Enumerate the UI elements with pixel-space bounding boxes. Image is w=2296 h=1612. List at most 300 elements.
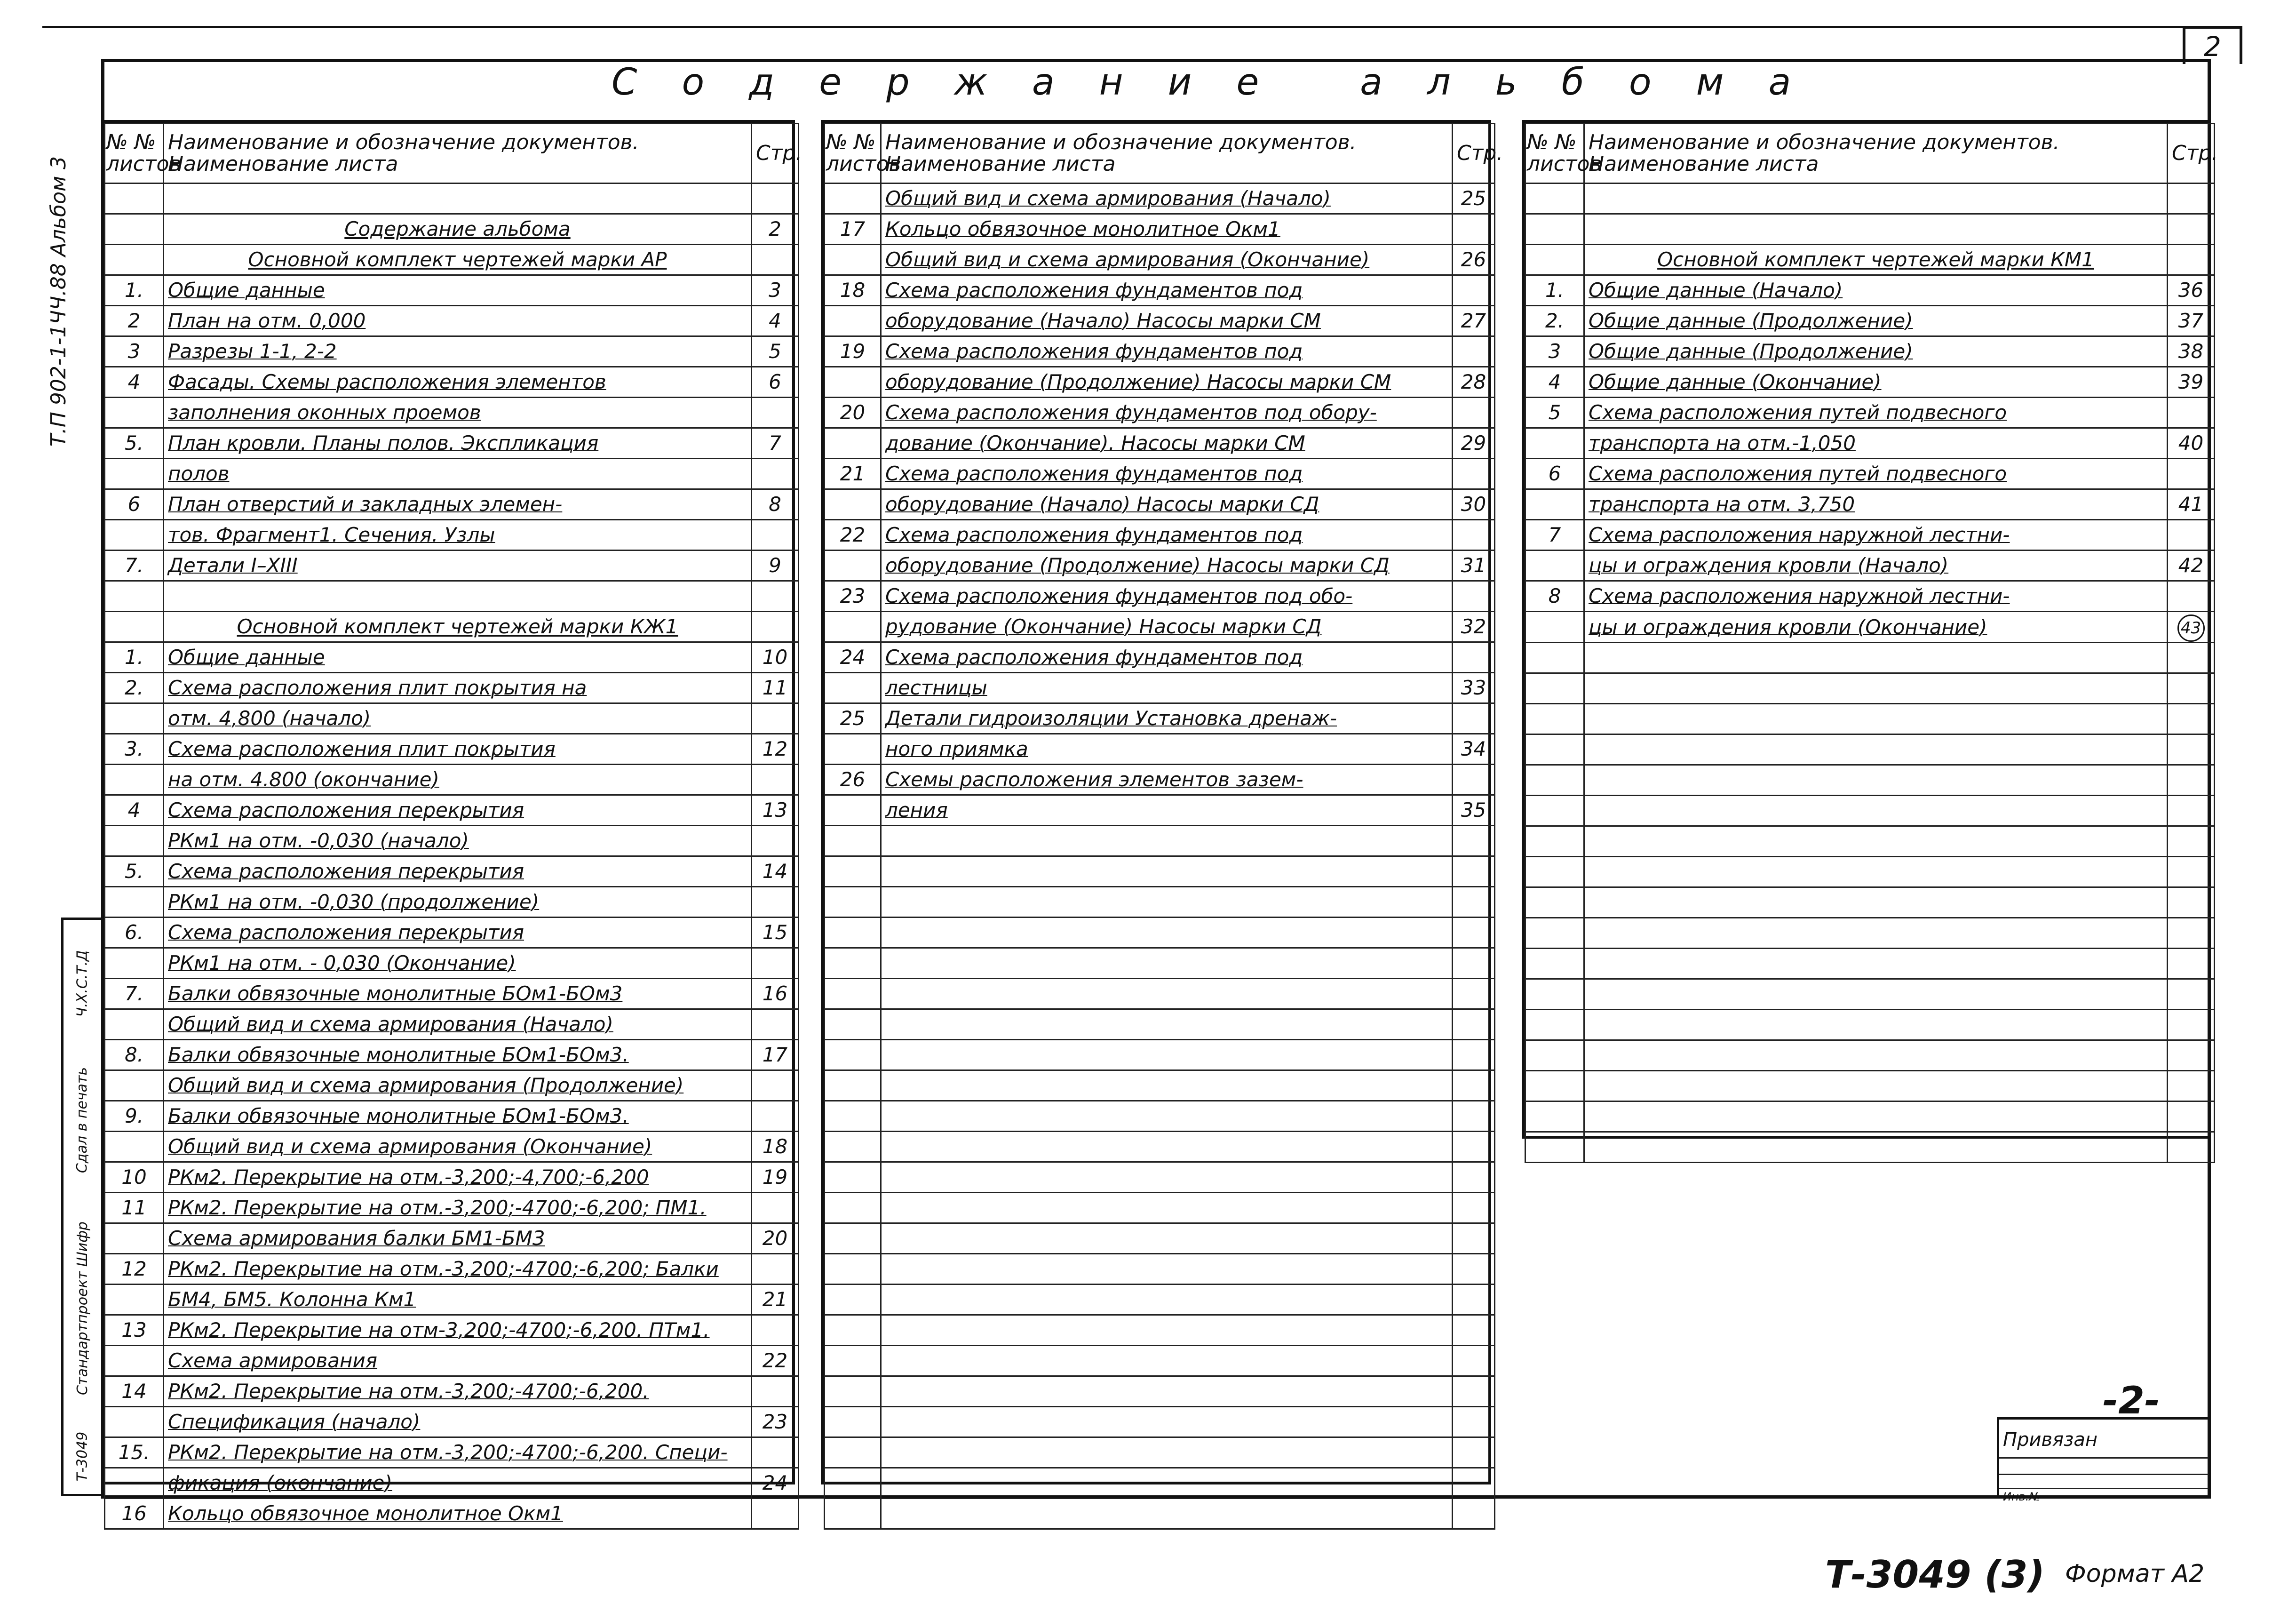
row-page: 8	[752, 489, 799, 520]
table-row	[1525, 887, 2215, 918]
row-name	[881, 918, 1453, 948]
row-page: 15	[752, 918, 799, 948]
row-name	[881, 1254, 1453, 1285]
row-name	[1584, 857, 2168, 887]
row-name: Общий вид и схема армирования (Окончание)	[881, 245, 1453, 275]
row-page	[752, 1101, 799, 1132]
table-row	[1525, 214, 2215, 245]
row-number	[825, 918, 881, 948]
table-row	[825, 489, 1495, 520]
row-name: Спецификация (начало)	[164, 1407, 752, 1437]
row-number: 26	[825, 765, 881, 795]
row-name	[1584, 734, 2168, 765]
row-number	[1525, 979, 1584, 1010]
row-name	[881, 1315, 1453, 1346]
table-row	[825, 1254, 1495, 1285]
table-row	[105, 765, 799, 795]
table-row	[825, 826, 1495, 856]
row-number	[825, 1070, 881, 1101]
table-header-row	[1525, 124, 2215, 184]
row-number	[825, 979, 881, 1009]
table-row	[105, 856, 799, 887]
row-page	[2168, 1071, 2215, 1101]
section-heading: Основной комплект чертежей марки АР	[164, 245, 752, 275]
row-page	[1453, 336, 1495, 367]
row-number	[105, 826, 164, 856]
row-page	[2168, 673, 2215, 704]
table-row	[825, 1070, 1495, 1101]
row-number: 7.	[105, 979, 164, 1009]
row-number: 18	[825, 275, 881, 306]
row-number	[105, 1009, 164, 1040]
row-name: дование (Окончание). Насосы марки СМ	[881, 428, 1453, 459]
row-page	[752, 887, 799, 918]
row-page	[752, 1315, 799, 1346]
row-number	[825, 184, 881, 214]
row-name	[881, 1193, 1453, 1223]
row-name	[1584, 918, 2168, 949]
row-number: 5.	[105, 428, 164, 459]
row-page	[2168, 214, 2215, 245]
section-heading: Содержание альбома	[164, 214, 752, 245]
table-row	[1525, 551, 2215, 581]
row-number	[825, 887, 881, 918]
drawing-code: Т-3049 (3)	[1825, 1553, 2045, 1596]
strip-cell	[64, 929, 101, 1037]
table-row	[825, 948, 1495, 979]
row-name	[1584, 765, 2168, 796]
row-number	[1525, 887, 1584, 918]
row-number: 1.	[105, 275, 164, 306]
row-number: 16	[105, 1499, 164, 1529]
row-number: 5.	[105, 856, 164, 887]
row-page	[1453, 214, 1495, 245]
row-number	[105, 1407, 164, 1437]
row-number: 8	[1525, 581, 1584, 612]
header-name: Наименование и обозначение документов. Наименование листа	[1584, 124, 2168, 184]
table-row	[1525, 643, 2215, 673]
row-name: РКм2. Перекрытие на отм.-3,200;-4700;-6,200; ПМ1.	[164, 1193, 752, 1223]
table-row	[1525, 612, 2215, 643]
row-page	[1453, 1101, 1495, 1132]
table-row	[825, 703, 1495, 734]
row-page	[752, 948, 799, 979]
table-row	[1525, 826, 2215, 857]
row-page	[2168, 184, 2215, 214]
row-name	[164, 581, 752, 612]
table-row	[825, 428, 1495, 459]
row-page: 19	[752, 1162, 799, 1193]
table-row	[825, 306, 1495, 336]
row-name	[1584, 979, 2168, 1010]
row-name: План кровли. Планы полов. Экспликация	[164, 428, 752, 459]
row-number: 11	[105, 1193, 164, 1223]
table-row	[825, 795, 1495, 826]
row-number	[105, 1132, 164, 1162]
row-page	[1453, 275, 1495, 306]
row-number: 13	[105, 1315, 164, 1346]
row-page	[1453, 642, 1495, 673]
row-page	[1453, 520, 1495, 551]
row-number: 8.	[105, 1040, 164, 1070]
row-page	[1453, 581, 1495, 612]
row-page: 21	[752, 1285, 799, 1315]
table-row	[825, 887, 1495, 918]
row-name	[1584, 643, 2168, 673]
row-number	[1525, 765, 1584, 796]
side-stamp-text: Т.П 902-1-1ЧЧ.88 Альбом 3	[47, 156, 71, 447]
row-page: 23	[752, 1407, 799, 1437]
row-page: 2	[752, 214, 799, 245]
row-name: План отверстий и закладных элемен-	[164, 489, 752, 520]
table-row	[105, 1040, 799, 1070]
row-number: 6.	[105, 918, 164, 948]
row-number	[105, 887, 164, 918]
row-number: 4	[105, 795, 164, 826]
row-number	[825, 1009, 881, 1040]
row-number	[1525, 826, 1584, 857]
row-page	[2168, 398, 2215, 428]
table-row	[1525, 275, 2215, 306]
contents-table-2	[821, 120, 1503, 1484]
row-number: 2.	[1525, 306, 1584, 336]
row-name	[164, 184, 752, 214]
row-page	[1453, 948, 1495, 979]
table-row	[105, 367, 799, 398]
row-number	[825, 1407, 881, 1437]
row-name: лестницы	[881, 673, 1453, 703]
row-number	[1525, 734, 1584, 765]
row-name: Схема армирования	[164, 1346, 752, 1376]
row-name: тов. Фрагмент1. Сечения. Узлы	[164, 520, 752, 551]
row-name: РКм1 на отм. -0,030 (начало)	[164, 826, 752, 856]
row-name	[881, 1162, 1453, 1193]
row-number	[1525, 673, 1584, 704]
table-row	[105, 1101, 799, 1132]
row-page: 32	[1453, 612, 1495, 642]
table-row	[105, 1376, 799, 1407]
table-row	[825, 918, 1495, 948]
table-row	[105, 581, 799, 612]
table-row	[825, 1499, 1495, 1529]
title-block-row	[1999, 1457, 2209, 1459]
row-page	[2168, 520, 2215, 551]
row-name: цы и ограждения кровли (Начало)	[1584, 551, 2168, 581]
table-row	[825, 612, 1495, 642]
row-page	[1453, 398, 1495, 428]
row-page	[1453, 1376, 1495, 1407]
row-name: оборудование (Начало) Насосы марки СД	[881, 489, 1453, 520]
table-row	[105, 1193, 799, 1223]
row-number	[825, 306, 881, 336]
table-row	[825, 1101, 1495, 1132]
row-name: План на отм. 0,000	[164, 306, 752, 336]
row-name: Детали гидроизоляции Установка дренаж-	[881, 703, 1453, 734]
row-number	[1525, 1040, 1584, 1071]
row-page	[752, 398, 799, 428]
table-row	[105, 1346, 799, 1376]
row-name: транспорта на отм. 3,750	[1584, 489, 2168, 520]
row-name: рудование (Окончание) Насосы марки СД	[881, 612, 1453, 642]
row-number: 5	[1525, 398, 1584, 428]
row-name: РКм2. Перекрытие на отм-3,200;-4700;-6,200. ПТм1.	[164, 1315, 752, 1346]
row-number	[1525, 214, 1584, 245]
row-page	[1453, 1132, 1495, 1162]
row-number	[105, 1346, 164, 1376]
row-name	[881, 1009, 1453, 1040]
row-name	[1584, 214, 2168, 245]
row-page: 16	[752, 979, 799, 1009]
row-page: 5	[752, 336, 799, 367]
row-name: Схемы расположения элементов зазем-	[881, 765, 1453, 795]
row-page	[1453, 765, 1495, 795]
row-number: 4	[1525, 367, 1584, 398]
row-number	[825, 673, 881, 703]
row-number	[1525, 918, 1584, 949]
row-name	[881, 979, 1453, 1009]
table-row	[1525, 306, 2215, 336]
row-name	[1584, 1132, 2168, 1163]
row-name	[1584, 887, 2168, 918]
row-page: 20	[752, 1223, 799, 1254]
row-name: Общие данные (Продолжение)	[1584, 336, 2168, 367]
row-name	[881, 826, 1453, 856]
row-number	[1525, 704, 1584, 734]
row-number: 14	[105, 1376, 164, 1407]
row-number	[825, 734, 881, 765]
table-row	[1525, 459, 2215, 489]
row-name: Схема расположения наружной лестни-	[1584, 581, 2168, 612]
table-row	[105, 979, 799, 1009]
row-page: 7	[752, 428, 799, 459]
row-page: 25	[1453, 184, 1495, 214]
row-number	[105, 612, 164, 642]
row-name	[881, 1070, 1453, 1101]
table-row	[105, 336, 799, 367]
page-title: Содержание альбома	[612, 61, 1836, 104]
row-name: полов	[164, 459, 752, 489]
table-row	[1525, 1010, 2215, 1040]
table-row	[825, 979, 1495, 1009]
row-number	[105, 1070, 164, 1101]
row-page	[2168, 887, 2215, 918]
row-page: 40	[2168, 428, 2215, 459]
row-number: 7	[1525, 520, 1584, 551]
row-name: заполнения оконных проемов	[164, 398, 752, 428]
row-page	[1453, 1346, 1495, 1376]
table-row	[105, 795, 799, 826]
row-number	[825, 1101, 881, 1132]
table-row	[1525, 336, 2215, 367]
table-row	[825, 1437, 1495, 1468]
row-number	[105, 245, 164, 275]
table-row	[1525, 704, 2215, 734]
table-header-row	[825, 124, 1495, 184]
row-number: 23	[825, 581, 881, 612]
row-name: Общие данные (Начало)	[1584, 275, 2168, 306]
row-number	[1525, 551, 1584, 581]
row-number	[1525, 857, 1584, 887]
table-row	[105, 214, 799, 245]
row-name: Балки обвязочные монолитные БОм1-БОм3	[164, 979, 752, 1009]
row-number	[1525, 184, 1584, 214]
table-row	[825, 245, 1495, 275]
row-name: Схема расположения фундаментов под	[881, 520, 1453, 551]
row-page: 39	[2168, 367, 2215, 398]
row-page	[2168, 918, 2215, 949]
row-name: РКм2. Перекрытие на отм.-3,200;-4700;-6,200.	[164, 1376, 752, 1407]
row-page	[1453, 1254, 1495, 1285]
table-row	[1525, 796, 2215, 826]
row-page: 9	[752, 551, 799, 581]
table-row	[105, 489, 799, 520]
row-page	[2168, 734, 2215, 765]
row-name: ного приямка	[881, 734, 1453, 765]
row-number	[105, 214, 164, 245]
title-block-label: Привязан	[2003, 1429, 2098, 1451]
row-page	[1453, 1162, 1495, 1193]
table-row	[1525, 489, 2215, 520]
row-number	[825, 795, 881, 826]
contents-table	[1525, 123, 2218, 1163]
row-number	[825, 1437, 881, 1468]
row-page	[2168, 643, 2215, 673]
row-number: 3.	[105, 734, 164, 765]
table-row	[825, 551, 1495, 581]
top-border-line	[42, 26, 2237, 28]
row-number: 3	[1525, 336, 1584, 367]
row-number	[825, 856, 881, 887]
row-number	[1525, 1010, 1584, 1040]
section-heading: Основной комплект чертежей марки КМ1	[1584, 245, 2168, 275]
header-num: № № листов	[825, 124, 881, 184]
row-name: транспорта на отм.-1,050	[1584, 428, 2168, 459]
table-row	[105, 918, 799, 948]
table-row	[825, 214, 1495, 245]
table-row	[105, 673, 799, 703]
row-number: 20	[825, 398, 881, 428]
row-name: ления	[881, 795, 1453, 826]
table-row	[825, 856, 1495, 887]
table-row	[1525, 581, 2215, 612]
row-name: Общие данные (Продолжение)	[1584, 306, 2168, 336]
row-name	[881, 1499, 1453, 1529]
table-row	[105, 1254, 799, 1285]
row-page: 31	[1453, 551, 1495, 581]
row-name: Кольцо обвязочное монолитное Окм1	[881, 214, 1453, 245]
row-number	[105, 1468, 164, 1499]
table-row	[825, 1132, 1495, 1162]
row-page	[752, 1193, 799, 1223]
row-name: Общий вид и схема армирования (Окончание)	[164, 1132, 752, 1162]
row-page: 38	[2168, 336, 2215, 367]
row-number	[105, 1285, 164, 1315]
table-row	[825, 398, 1495, 428]
table-row	[105, 1468, 799, 1499]
row-name: Общие данные	[164, 275, 752, 306]
row-number: 1.	[1525, 275, 1584, 306]
title-block-row	[1999, 1488, 2209, 1489]
row-name: Схема расположения перекрытия	[164, 795, 752, 826]
row-name: Схема расположения фундаментов под	[881, 336, 1453, 367]
row-number	[1525, 1071, 1584, 1101]
row-number: 6	[105, 489, 164, 520]
row-page	[752, 765, 799, 795]
row-number	[105, 398, 164, 428]
table-row	[825, 1468, 1495, 1499]
row-number: 25	[825, 703, 881, 734]
table-row	[105, 1499, 799, 1529]
table-row	[825, 1040, 1495, 1070]
table-row	[105, 1162, 799, 1193]
row-page	[2168, 857, 2215, 887]
row-page	[1453, 918, 1495, 948]
row-number	[1525, 949, 1584, 979]
row-page	[752, 459, 799, 489]
table-row	[105, 520, 799, 551]
row-name: на отм. 4.800 (окончание)	[164, 765, 752, 795]
row-page: 37	[2168, 306, 2215, 336]
row-name: Балки обвязочные монолитные БОм1-БОм3.	[164, 1040, 752, 1070]
title-block-inventory: Инв.№	[2003, 1490, 2041, 1503]
row-number	[825, 1376, 881, 1407]
row-name	[1584, 704, 2168, 734]
row-number	[825, 1346, 881, 1376]
row-number	[1525, 796, 1584, 826]
row-name: цы и ограждения кровли (Окончание)	[1584, 612, 2168, 643]
contents-table	[824, 123, 1503, 1530]
table-row	[1525, 918, 2215, 949]
row-number	[825, 612, 881, 642]
row-number	[825, 1223, 881, 1254]
row-page	[1453, 1407, 1495, 1437]
table-row	[825, 1376, 1495, 1407]
strip-text: Стандартпроект Шифр	[74, 1221, 91, 1395]
row-name: Фасады. Схемы расположения элементов	[164, 367, 752, 398]
row-name: Схема расположения плит покрытия	[164, 734, 752, 765]
row-page: 3	[752, 275, 799, 306]
row-name	[1584, 949, 2168, 979]
row-page	[752, 581, 799, 612]
row-name	[1584, 1071, 2168, 1101]
row-name: Схема расположения наружной лестни-	[1584, 520, 2168, 551]
row-number	[825, 551, 881, 581]
row-page	[752, 612, 799, 642]
row-name: РКм1 на отм. - 0,030 (Окончание)	[164, 948, 752, 979]
row-name	[881, 1437, 1453, 1468]
row-page	[752, 520, 799, 551]
row-name: РКм2. Перекрытие на отм.-3,200;-4700;-6,200; Балки	[164, 1254, 752, 1285]
row-page	[2168, 826, 2215, 857]
sheet-number-bottom: -2-	[2103, 1379, 2161, 1422]
row-name: Общий вид и схема армирования (Начало)	[164, 1009, 752, 1040]
row-name	[881, 887, 1453, 918]
row-name	[1584, 1040, 2168, 1071]
table-row	[1525, 245, 2215, 275]
table-row	[825, 734, 1495, 765]
header-num: № № листов	[1525, 124, 1584, 184]
row-name	[881, 1040, 1453, 1070]
header-num: № № листов	[105, 124, 164, 184]
row-name: оборудование (Продолжение) Насосы марки СМ	[881, 367, 1453, 398]
row-page	[2168, 1132, 2215, 1163]
table-row	[825, 1193, 1495, 1223]
table-row	[1525, 765, 2215, 796]
row-name	[1584, 826, 2168, 857]
row-page: 30	[1453, 489, 1495, 520]
row-name	[1584, 796, 2168, 826]
table-row	[105, 734, 799, 765]
